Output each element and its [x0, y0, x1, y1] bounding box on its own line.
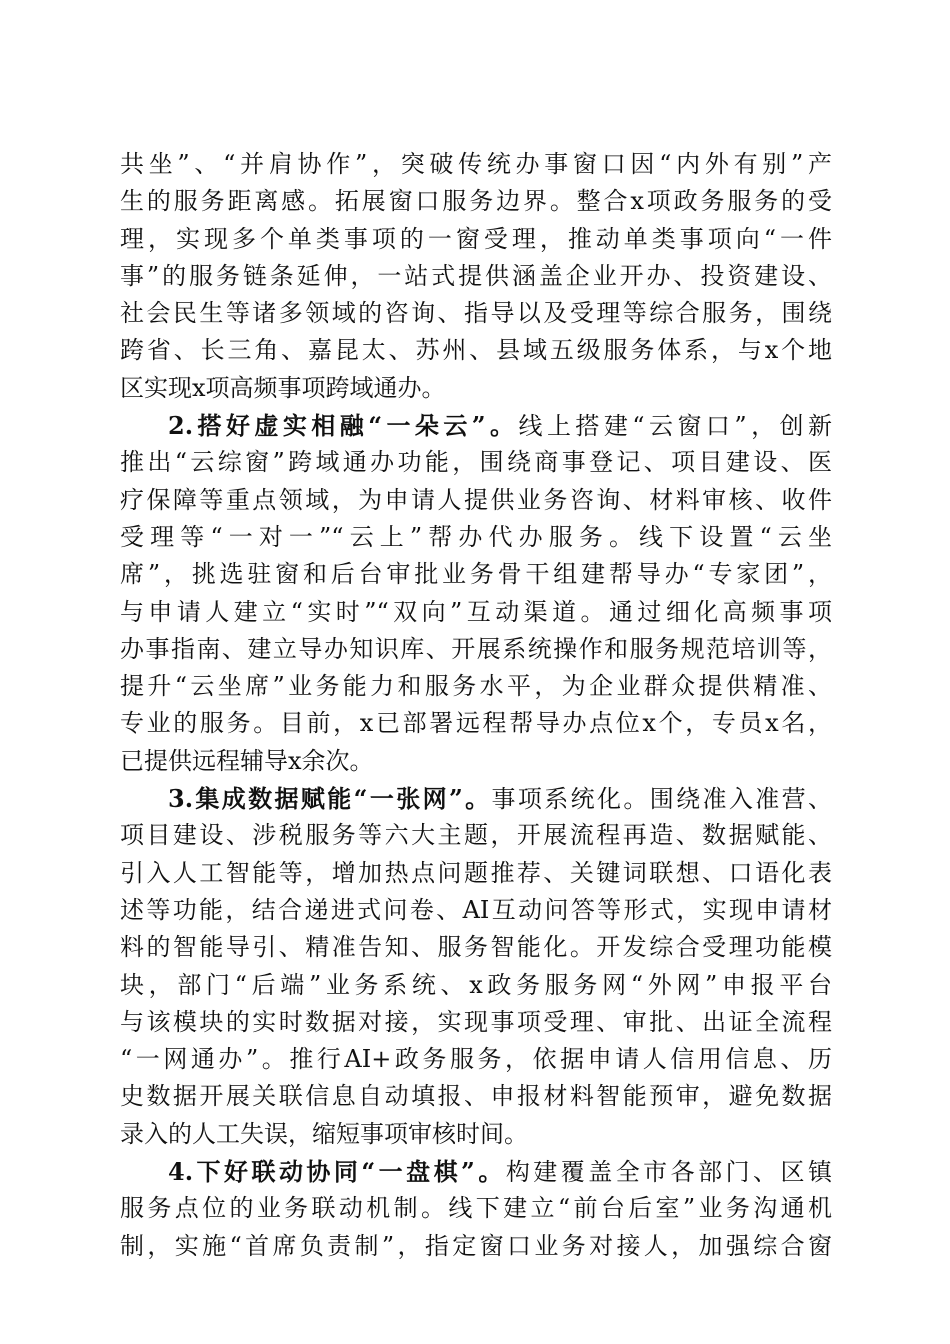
body-line: 块，部门“后端”业务系统、x政务服务网“外网”申报平台 — [120, 970, 832, 999]
body-line: 项目建设、涉税服务等六大主题，开展流程再造、数据赋能、 — [120, 821, 832, 850]
section-4-first-line — [120, 1153, 832, 1190]
section-2-lead-text: 线上搭建“云窗口”，创新 — [518, 412, 832, 441]
body-line: “一网通办”。推行AI+政务服务，依据申请人信用信息、历 — [120, 1045, 832, 1074]
body-line: 区实现x项高频事项跨域通办。 — [120, 373, 446, 402]
body-line: 办事指南、建立导办知识库、开展系统操作和服务规范培训等， — [120, 634, 832, 663]
body-line: 料的智能导引、精准告知、服务智能化。开发综合受理功能模 — [120, 933, 832, 962]
body-line: 已提供远程辅导x余次。 — [120, 746, 374, 775]
body-line: 引入人工智能等，增加热点问题推荐、关键词联想、口语化表 — [120, 858, 832, 887]
section-2-heading: 2.搭好虚实相融“一朵云”。 — [168, 411, 519, 441]
body-line: 制，实施“首席负责制”，指定窗口业务对接人，加强综合窗 — [120, 1231, 832, 1260]
body-line: 席”，挑选驻窗和后台审批业务骨干组建帮导办“专家团”， — [120, 560, 832, 589]
body-line: 与该模块的实时数据对接，实现事项受理、审批、出证全流程 — [120, 1007, 832, 1036]
body-line: 受理等“一对一”“云上”帮办代办服务。线下设置“云坐 — [120, 522, 832, 551]
body-line: 生的服务距离感。拓展窗口服务边界。整合x项政务服务的受 — [120, 187, 832, 216]
body-line: 理，实现多个单类事项的一窗受理，推动单类事项向“一件 — [120, 224, 832, 253]
body-line: 跨省、长三角、嘉昆太、苏州、县域五级服务体系，与x个地 — [120, 336, 832, 365]
body-line: 疗保障等重点领域，为申请人提供业务咨询、材料审核、收件 — [120, 485, 832, 514]
body-line: 推出“云综窗”跨域通办功能，围绕商事登记、项目建设、医 — [120, 448, 832, 477]
section-3-first-line — [120, 780, 832, 817]
body-line: 事”的服务链条延伸，一站式提供涵盖企业开办、投资建设、 — [120, 261, 832, 290]
body-line: 录入的人工失误，缩短事项审核时间。 — [120, 1119, 528, 1148]
section-2-first-line — [120, 407, 832, 444]
body-line: 述等功能，结合递进式问卷、AI互动问答等形式，实现申请材 — [120, 895, 832, 924]
body-line: 提升“云坐席”业务能力和服务水平，为企业群众提供精准、 — [120, 672, 832, 701]
section-4-heading: 4.下好联动协同“一盘棋”。 — [168, 1157, 506, 1187]
body-line: 社会民生等诸多领域的咨询、指导以及受理等综合服务，围绕 — [120, 299, 832, 328]
section-3-heading: 3.集成数据赋能“一张网”。 — [168, 784, 492, 814]
document-page — [120, 146, 832, 1265]
body-line: 共坐”、“并肩协作”，突破传统办事窗口因“内外有别”产 — [120, 150, 832, 178]
body-line: 服务点位的业务联动机制。线下建立“前台后室”业务沟通机 — [120, 1194, 832, 1223]
body-line: 史数据开展关联信息自动填报、申报材料智能预审，避免数据 — [120, 1082, 832, 1111]
section-4-lead-text: 构建覆盖全市各部门、区镇 — [505, 1158, 832, 1187]
body-line: 与申请人建立“实时”“双向”互动渠道。通过细化高频事项 — [120, 597, 832, 626]
section-3-lead-text: 事项系统化。围绕准入准营、 — [491, 785, 832, 814]
body-line: 专业的服务。目前，x已部署远程帮导办点位x个，专员x名， — [120, 709, 832, 738]
